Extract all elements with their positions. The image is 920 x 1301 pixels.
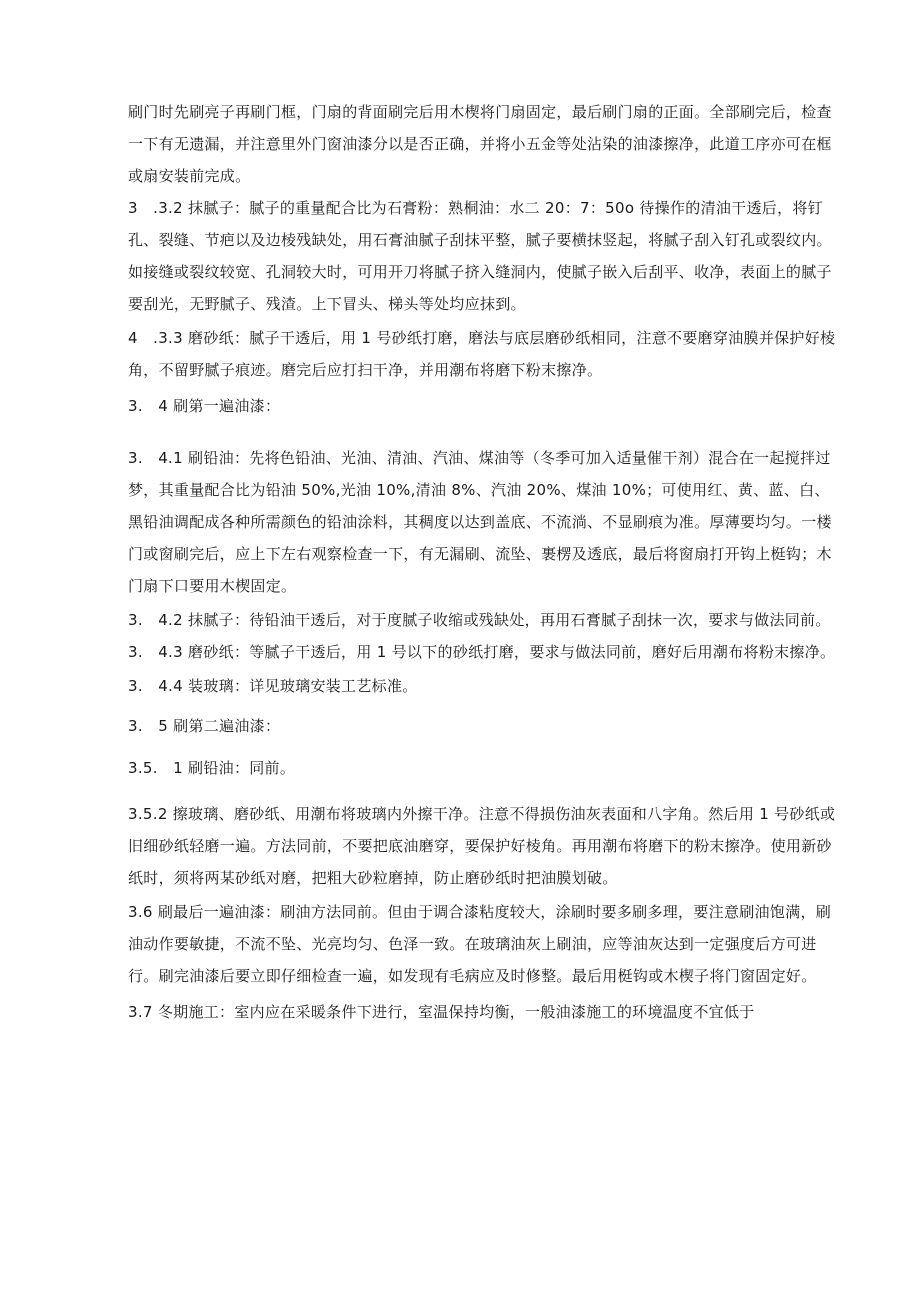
heading-text: 刷第二遍油漆： <box>173 717 281 735</box>
paragraph-3-4-4 <box>128 670 836 702</box>
heading-text: 刷第一遍油漆： <box>173 397 281 415</box>
paragraph-text: 刷最后一遍油漆：刷油方法同前。但由于调合漆粘度较大，涂刷时要多刷多理，要注意刷油饱满，刷油动作要敏捷，不流不坠、光亮均匀、色泽一致。在玻璃油灰上刷油，应等油灰达到一定强度后方可进行。刷完油漆后要立即仔细检查一遍，如发现有毛病应及时修整。最后用梃钩或木楔子将门窗固定好。 <box>128 903 832 985</box>
heading-3-4 <box>128 390 836 422</box>
section-number: 3. 4 <box>128 397 169 415</box>
paragraph-text: 抹腻子：待铅油干透后，对于度腻子收缩或残缺处，再用石膏腻子刮抹一次，要求与做法同前。 <box>188 611 831 629</box>
section-number: 3. 4.1 <box>128 449 183 467</box>
section-number: 3. 4.2 <box>128 611 183 629</box>
section-number: 3. 4.4 <box>128 677 183 695</box>
paragraph-text: 装玻璃：详见玻璃安装工艺标准。 <box>188 677 418 695</box>
section-number: 3.7 <box>128 1003 153 1021</box>
paragraph-text: 擦玻璃、磨砂纸、用潮布将玻璃内外擦干净。注意不得损伤油灰表面和八字角。然后用 1 号砂纸或旧细砂纸轻磨一遍。方法同前，不要把底油磨穿，要保护好棱角。再用潮布将磨下的粉末擦净。使用新砂纸时，须将两某砂纸对磨，把粗大砂粒磨掉，防止磨砂纸时把油膜划破。 <box>128 805 836 887</box>
paragraph-3-5-1 <box>128 752 836 784</box>
paragraph-text: 刷铅油：先将色铅油、光油、清油、汽油、煤油等（冬季可加入适量催干剂）混合在一起搅拌过梦，其重量配合比为铅油 50%,光油 10%,清油 8%、汽油 20%、煤油 10%；可使用红、黄、蓝、白、黑铅油调配成各种所需颜色的铅油涂料，其稠度以达到盖底、不流淌、不显刷痕为准。厚薄要均匀。一楼门或窗刷完后，应上下左右观察检查一下，有无漏刷、流坠、裹楞及透底，最后将窗扇打开钩上梃钩；木门扇下口要用木楔固定。 <box>128 449 832 595</box>
paragraph-3-7 <box>128 996 836 1028</box>
paragraph-3-4-3 <box>128 636 836 668</box>
paragraph-intro <box>128 96 836 192</box>
section-number: 3. 5 <box>128 717 169 735</box>
paragraph-3-6 <box>128 896 836 992</box>
section-number: 3.5. 1 <box>128 759 183 777</box>
paragraph-3-5-2 <box>128 798 836 894</box>
section-number: 3.5.2 <box>128 805 168 823</box>
paragraph-text: 抹腻子：腻子的重量配合比为石膏粉：熟桐油：水二 20：7：50o 待操作的清油干透后，将钉孔、裂缝、节疤以及边棱残缺处，用石膏油腻子刮抹平整，腻子要横抹竖起，将腻子刮入钉孔或裂纹内。如接缝或裂纹较宽、孔洞较大时，可用开刀将腻子挤入缝洞内，使腻子嵌入后刮平、收净，表面上的腻子要刮光，无野腻子、残渣。上下冒头、梯头等处均应抹到。 <box>128 199 832 313</box>
heading-3-5 <box>128 710 836 742</box>
paragraph-text: 刷门时先刷亮子再刷门框，门扇的背面刷完后用木楔将门扇固定，最后刷门扇的正面。全部刷完后，检查一下有无遗漏，并注意里外门窗油漆分以是否正确，并将小五金等处沾染的油漆擦净，此道工序亦可在框或扇安装前完成。 <box>128 103 832 185</box>
paragraph-text: 刷铅油：同前。 <box>188 759 296 777</box>
paragraph-3-4-2 <box>128 604 836 636</box>
section-number: 3 .3.2 <box>128 199 183 217</box>
paragraph-text: 冬期施工：室内应在采暖条件下进行，室温保持均衡，一般油漆施工的环境温度不宜低于 <box>157 1003 755 1021</box>
paragraph-3-4-1 <box>128 442 836 602</box>
section-number: 4 .3.3 <box>128 329 183 347</box>
section-number: 3.6 <box>128 903 153 921</box>
section-number: 3. 4.3 <box>128 643 183 661</box>
paragraph-3-3-2 <box>128 192 836 320</box>
paragraph-3-3-3 <box>128 322 836 386</box>
paragraph-text: 磨砂纸：腻子干透后，用 1 号砂纸打磨，磨法与底层磨砂纸相同，注意不要磨穿油膜并保护好棱角，不留野腻子痕迹。磨完后应打扫干净，并用潮布将磨下粉末擦净。 <box>128 329 836 379</box>
paragraph-text: 磨砂纸：等腻子干透后，用 1 号以下的砂纸打磨，要求与做法同前，磨好后用潮布将粉末擦净。 <box>188 643 836 661</box>
